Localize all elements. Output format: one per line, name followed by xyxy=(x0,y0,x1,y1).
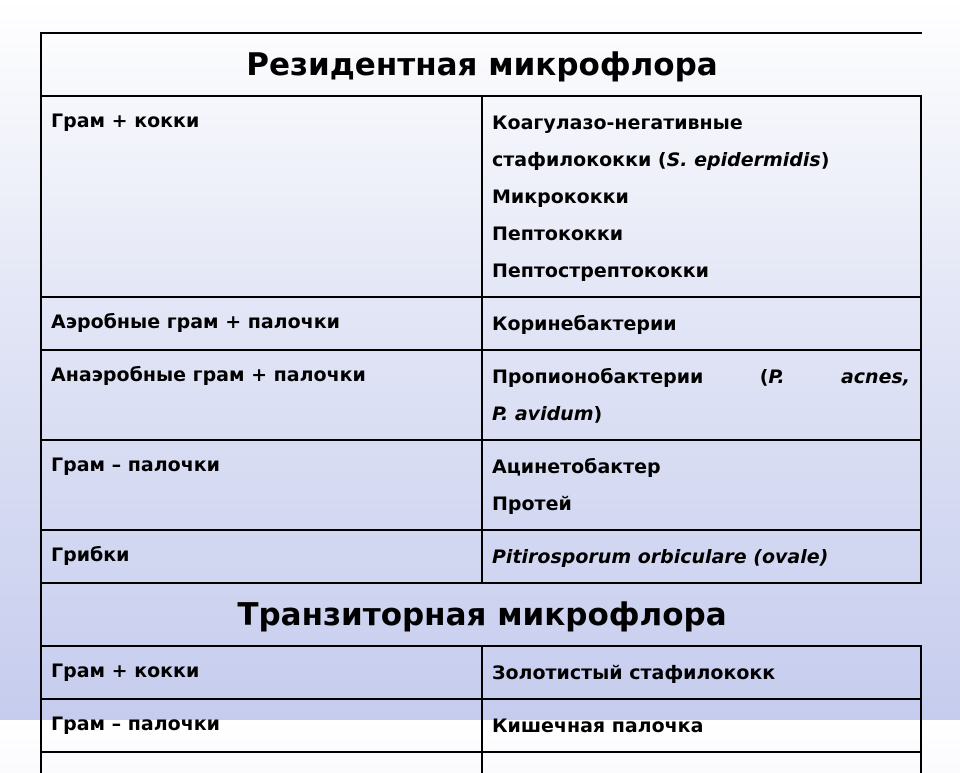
organism-line: Кишечная палочка xyxy=(492,715,704,737)
organism-species: S. epidermidis xyxy=(666,149,821,171)
table-row xyxy=(42,700,922,753)
group-cell-empty xyxy=(42,753,483,773)
organism-species: P. avidum xyxy=(492,403,594,425)
organisms-cell-empty xyxy=(483,753,922,773)
table-row xyxy=(42,298,922,351)
group-cell: Грам – палочки xyxy=(42,441,483,529)
group-cell: Аэробные грам + палочки xyxy=(42,298,483,349)
organisms-cell xyxy=(483,351,922,439)
organism-text: стафилококки ( xyxy=(492,149,667,171)
resident-title: Резидентная микрофлора xyxy=(246,47,718,83)
organism-line: Протей xyxy=(492,493,572,515)
group-cell: Грам + кокки xyxy=(42,647,483,698)
organism-line: Золотистый стафилококк xyxy=(492,662,776,684)
organism-line: Пептострептококки xyxy=(492,260,709,282)
organism-species: Pitirosporum orbiculare (ovale) xyxy=(492,546,829,568)
table-row xyxy=(42,351,922,441)
table-row xyxy=(42,531,922,584)
organisms-cell xyxy=(483,97,922,296)
transient-title: Транзиторная микрофлора xyxy=(237,597,727,633)
organism-line: Ацинетобактер xyxy=(492,456,661,478)
microflora-table xyxy=(40,32,922,773)
table-row-cut xyxy=(42,753,922,773)
table-row xyxy=(42,441,922,531)
transient-header-row xyxy=(42,584,922,647)
organism-line: Коринебактерии xyxy=(492,313,677,335)
organism-text: Пропионобактерии xyxy=(492,366,704,388)
table-row xyxy=(42,97,922,298)
group-cell: Грам + кокки xyxy=(42,97,483,296)
organisms-cell xyxy=(483,647,922,698)
group-cell: Анаэробные грам + палочки xyxy=(42,351,483,439)
organism-species: acnes, xyxy=(840,366,910,388)
table-row xyxy=(42,647,922,700)
group-cell: Грибки xyxy=(42,531,483,582)
organism-line xyxy=(492,396,910,433)
organism-text: ) xyxy=(593,403,603,425)
organism-line: Пептококки xyxy=(492,223,624,245)
organism-line xyxy=(492,359,910,396)
organisms-cell xyxy=(483,441,922,529)
organism-line xyxy=(492,142,910,179)
organism-text: (P. xyxy=(759,366,785,388)
group-cell: Грам – палочки xyxy=(42,700,483,751)
organisms-cell xyxy=(483,531,922,582)
organism-line: Микрококки xyxy=(492,186,629,208)
organism-line: Коагулазо-негативные xyxy=(492,112,743,134)
organisms-cell xyxy=(483,700,922,751)
resident-header-row xyxy=(42,34,922,97)
organism-text: ) xyxy=(820,149,830,171)
organisms-cell xyxy=(483,298,922,349)
